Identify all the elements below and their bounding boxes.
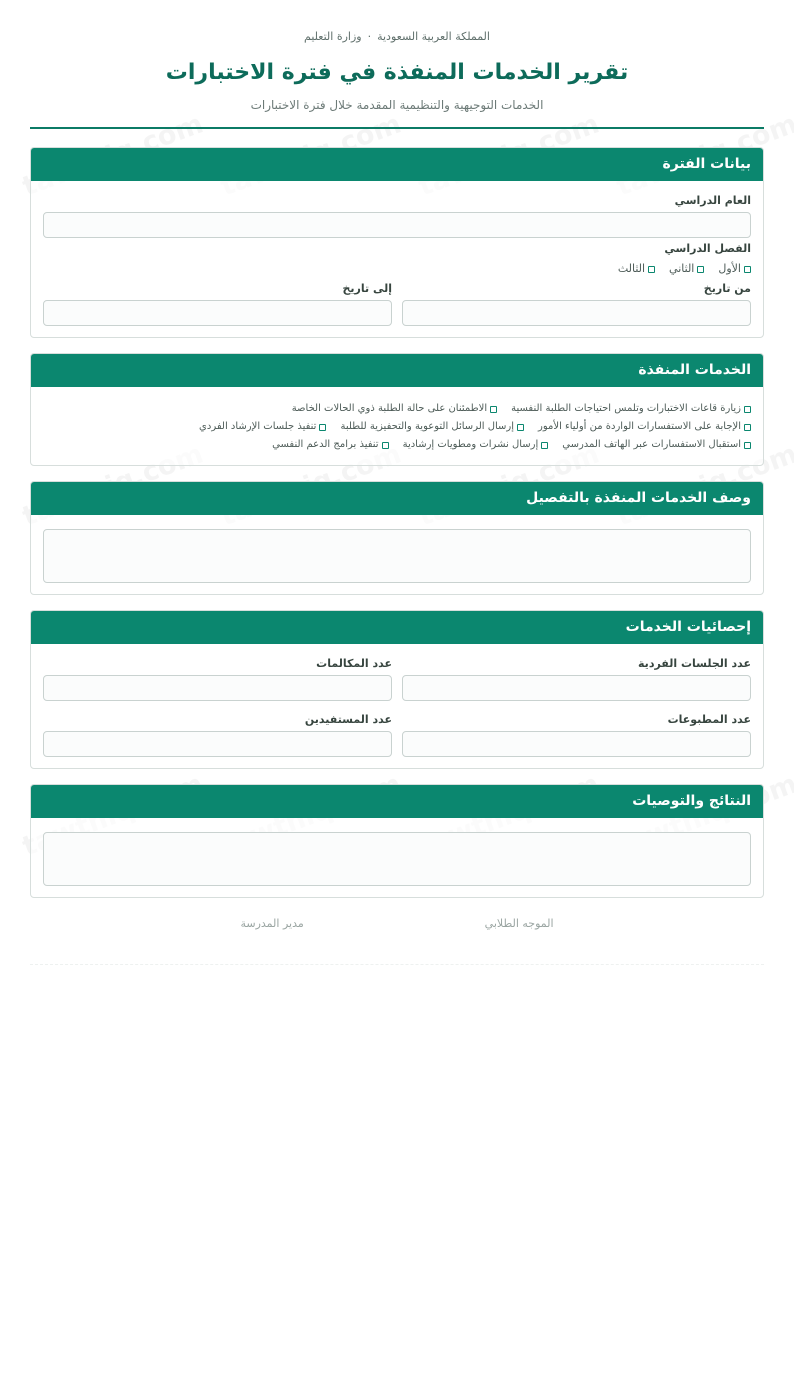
- service-item-label: استقبال الاستفسارات عبر الهاتف المدرسي: [562, 439, 741, 450]
- service-item-label: زيارة قاعات الاختبارات وتلمس احتياجات الطلبة النفسية: [511, 403, 741, 414]
- to-date-input[interactable]: [43, 300, 392, 326]
- prints-count-label: عدد المطبوعات: [667, 713, 751, 726]
- results-heading: النتائج والتوصيات: [31, 785, 763, 818]
- service-item[interactable]: [511, 400, 751, 418]
- stats-heading: إحصائيات الخدمات: [31, 611, 763, 644]
- counselor-signature-label: الموجه الطلابي: [484, 917, 554, 930]
- checkbox-icon: [744, 442, 751, 449]
- page-title: تقرير الخدمات المنفذة في فترة الاختبارات: [165, 60, 629, 85]
- service-item-label: تنفيذ برامج الدعم النفسي: [272, 439, 379, 450]
- checkbox-icon: [382, 442, 389, 449]
- checkbox-icon: [648, 266, 655, 273]
- description-heading: وصف الخدمات المنفذة بالتفصيل: [31, 482, 763, 515]
- semester-option-label: الثالث: [617, 262, 646, 275]
- report-header: [30, 0, 764, 129]
- footer-divider: [30, 964, 764, 965]
- country-name: المملكة العربية السعودية: [377, 30, 490, 43]
- page-subtitle: الخدمات التوجيهية والتنظيمية المقدمة خلال فترة الاختبارات: [250, 98, 544, 112]
- stats-row-2: [43, 712, 751, 757]
- results-section: [30, 784, 764, 898]
- ministry-name: وزارة التعليم: [304, 30, 362, 43]
- service-item-label: إرسال نشرات ومطويات إرشادية: [402, 439, 539, 450]
- beneficiaries-count-label: عدد المستفيدين: [304, 713, 392, 726]
- semester-option-first[interactable]: [718, 261, 751, 277]
- calls-count-label: عدد المكالمات: [316, 657, 392, 670]
- services-heading: الخدمات المنفذة: [31, 354, 763, 387]
- semester-option-second[interactable]: [669, 261, 704, 277]
- from-date-input[interactable]: [402, 300, 751, 326]
- results-textarea[interactable]: [43, 832, 751, 886]
- service-item[interactable]: [272, 436, 388, 454]
- academic-year-input[interactable]: [43, 212, 751, 238]
- principal-signature-label: مدير المدرسة: [240, 917, 304, 930]
- stats-section: [30, 610, 764, 769]
- academic-year-label: العام الدراسي: [674, 194, 751, 207]
- calls-count-input[interactable]: [43, 675, 392, 701]
- service-item-label: إرسال الرسائل التوعوية والتحفيزية للطلبة: [340, 421, 515, 432]
- services-list: [31, 387, 763, 465]
- services-row: [43, 418, 751, 436]
- description-textarea[interactable]: [43, 529, 751, 583]
- from-date-label: من تاريخ: [703, 282, 751, 295]
- checkbox-icon: [319, 424, 326, 431]
- authority-line: [30, 29, 764, 45]
- to-date-label: إلى تاريخ: [342, 282, 392, 295]
- semester-label: الفصل الدراسي: [664, 242, 751, 255]
- description-section: [30, 481, 764, 595]
- service-item-label: الاطمئنان على حالة الطلبة ذوي الحالات الخاصة: [291, 403, 488, 414]
- sessions-count-label: عدد الجلسات الفردية: [638, 657, 751, 670]
- service-item-label: تنفيذ جلسات الإرشاد الفردي: [199, 421, 317, 432]
- checkbox-icon: [744, 424, 751, 431]
- service-item[interactable]: [292, 400, 497, 418]
- semester-option-label: الثاني: [669, 262, 695, 275]
- sessions-count-input[interactable]: [402, 675, 751, 701]
- service-item[interactable]: [403, 436, 549, 454]
- service-item[interactable]: [340, 418, 524, 436]
- semester-option-label: الأول: [718, 262, 741, 275]
- checkbox-icon: [744, 266, 751, 273]
- checkbox-icon: [697, 266, 704, 273]
- date-range-row: [43, 281, 751, 326]
- checkbox-icon: [744, 406, 751, 413]
- signatures-row: [30, 916, 764, 932]
- service-item[interactable]: [199, 418, 326, 436]
- service-item[interactable]: [562, 436, 751, 454]
- checkbox-icon: [517, 424, 524, 431]
- beneficiaries-count-input[interactable]: [43, 731, 392, 757]
- period-heading: بيانات الفترة: [31, 148, 763, 181]
- service-item[interactable]: [538, 418, 751, 436]
- services-row: [43, 400, 751, 418]
- stats-row-1: [43, 656, 751, 701]
- checkbox-icon: [541, 442, 548, 449]
- checkbox-icon: [490, 406, 497, 413]
- prints-count-input[interactable]: [402, 731, 751, 757]
- semester-options: [43, 261, 751, 277]
- header-divider: [30, 127, 764, 129]
- services-section: [30, 353, 764, 466]
- services-row: [43, 436, 751, 454]
- service-item-label: الإجابة على الاستفسارات الواردة من أولياء الأمور: [538, 421, 741, 432]
- period-section: [30, 147, 764, 338]
- separator-dot: ·: [367, 30, 372, 43]
- semester-option-third[interactable]: [618, 261, 655, 277]
